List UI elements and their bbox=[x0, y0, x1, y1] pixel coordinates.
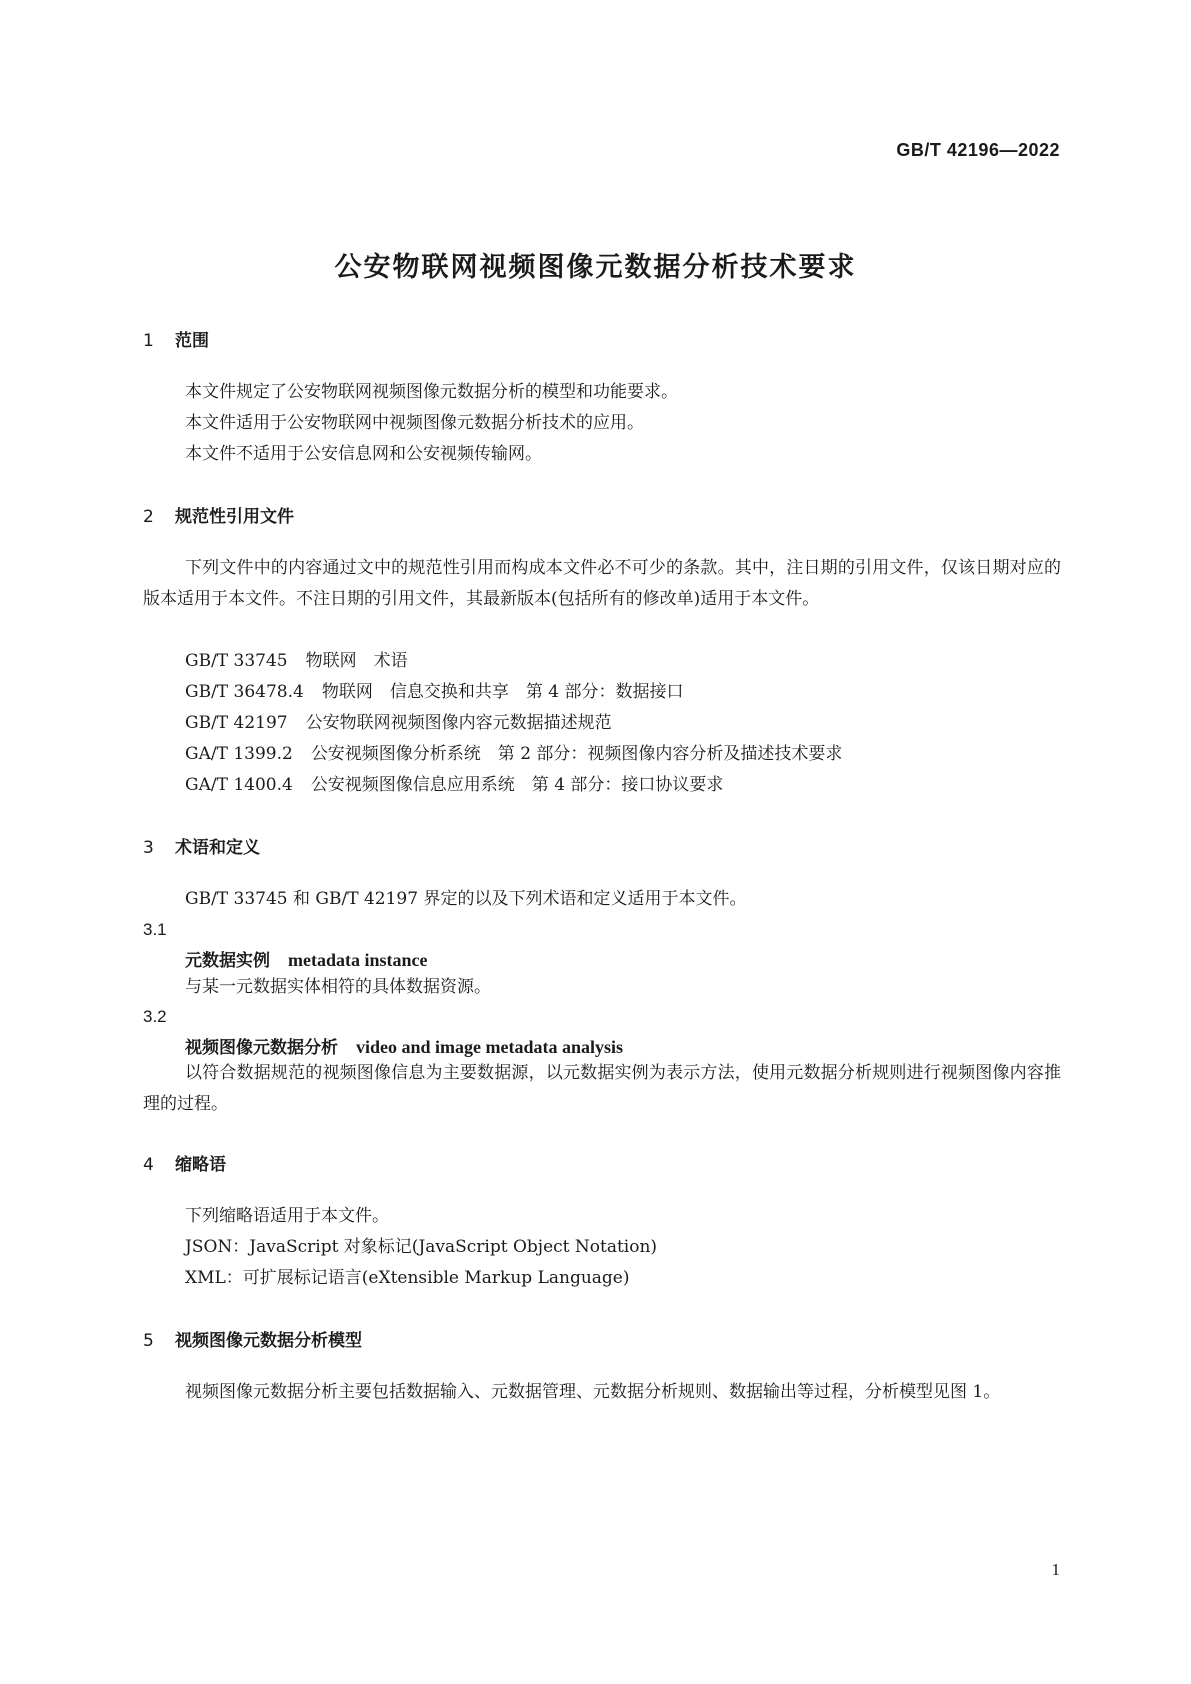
reference-code: GB/T 42197 bbox=[185, 713, 288, 733]
term-english: metadata instance bbox=[288, 950, 428, 970]
paragraph: GB/T 33745 和 GB/T 42197 界定的以及下列术语和定义适用于本文件。 bbox=[185, 889, 747, 909]
reference-item bbox=[185, 770, 723, 801]
section-title: 范围 bbox=[175, 331, 209, 351]
abbreviation-item: XML：可扩展标记语言(eXtensible Markup Language) bbox=[185, 1268, 630, 1288]
reference-code: GB/T 36478.4 bbox=[185, 682, 304, 702]
term-definition: 与某一元数据实体相符的具体数据资源。 bbox=[185, 977, 491, 997]
section-number: 4 bbox=[143, 1155, 154, 1175]
section-title: 规范性引用文件 bbox=[175, 507, 294, 527]
section-4-heading bbox=[143, 1150, 226, 1175]
paragraph: 下列文件中的内容通过文中的规范性引用而构成本文件必不可少的条款。其中，注日期的引用文件，仅该日期对应的版本适用于本文件。不注日期的引用文件，其最新版本(包括所有的修改单)适用于本文件。 bbox=[143, 558, 1061, 609]
section-title: 术语和定义 bbox=[175, 838, 260, 858]
section-title: 缩略语 bbox=[175, 1155, 226, 1175]
section-number: 1 bbox=[143, 331, 154, 351]
reference-item bbox=[185, 708, 612, 739]
paragraph: 本文件规定了公安物联网视频图像元数据分析的模型和功能要求。 bbox=[185, 382, 678, 402]
paragraph: 视频图像元数据分析主要包括数据输入、元数据管理、元数据分析规则、数据输出等过程，分析模型见图 1。 bbox=[185, 1382, 1001, 1402]
reference-code: GB/T 33745 bbox=[185, 651, 288, 671]
section-number: 3 bbox=[143, 838, 154, 858]
term-chinese: 元数据实例 bbox=[185, 951, 270, 971]
term-number: 3.1 bbox=[143, 920, 167, 939]
term-definition: 以符合数据规范的视频图像信息为主要数据源，以元数据实例为表示方法，使用元数据分析规则进行视频图像内容推理的过程。 bbox=[143, 1063, 1061, 1114]
reference-item bbox=[185, 739, 842, 770]
section-2-heading bbox=[143, 502, 294, 527]
abbreviation-item: JSON：JavaScript 对象标记(JavaScript Object Notation) bbox=[185, 1237, 658, 1257]
section-number: 2 bbox=[143, 507, 154, 527]
document-title: 公安物联网视频图像元数据分析技术要求 bbox=[334, 252, 857, 283]
term-entry bbox=[185, 1033, 623, 1058]
section-1-heading bbox=[143, 326, 209, 351]
reference-title: 物联网 术语 bbox=[305, 651, 408, 671]
reference-code: GA/T 1400.4 bbox=[185, 775, 293, 795]
term-english: video and image metadata analysis bbox=[356, 1037, 624, 1057]
paragraph: 本文件不适用于公安信息网和公安视频传输网。 bbox=[185, 444, 542, 464]
paragraph: 本文件适用于公安物联网中视频图像元数据分析技术的应用。 bbox=[185, 413, 644, 433]
reference-code: GA/T 1399.2 bbox=[185, 744, 293, 764]
section-5-heading bbox=[143, 1326, 362, 1351]
term-entry bbox=[185, 946, 427, 971]
section-3-heading bbox=[143, 833, 260, 858]
paragraph: 下列缩略语适用于本文件。 bbox=[185, 1206, 389, 1226]
reference-item bbox=[185, 646, 408, 677]
reference-item bbox=[185, 677, 683, 708]
reference-title: 公安视频图像信息应用系统 第 4 部分：接口协议要求 bbox=[310, 775, 724, 795]
standard-code: GB/T 42196—2022 bbox=[896, 140, 1060, 160]
section-number: 5 bbox=[143, 1331, 154, 1351]
reference-title: 公安视频图像分析系统 第 2 部分：视频图像内容分析及描述技术要求 bbox=[310, 744, 843, 764]
reference-title: 物联网 信息交换和共享 第 4 部分：数据接口 bbox=[321, 682, 684, 702]
term-chinese: 视频图像元数据分析 bbox=[185, 1038, 338, 1058]
reference-title: 公安物联网视频图像内容元数据描述规范 bbox=[305, 713, 612, 733]
section-title: 视频图像元数据分析模型 bbox=[175, 1331, 362, 1351]
term-number: 3.2 bbox=[143, 1007, 167, 1026]
page-number: 1 bbox=[1051, 1560, 1060, 1579]
